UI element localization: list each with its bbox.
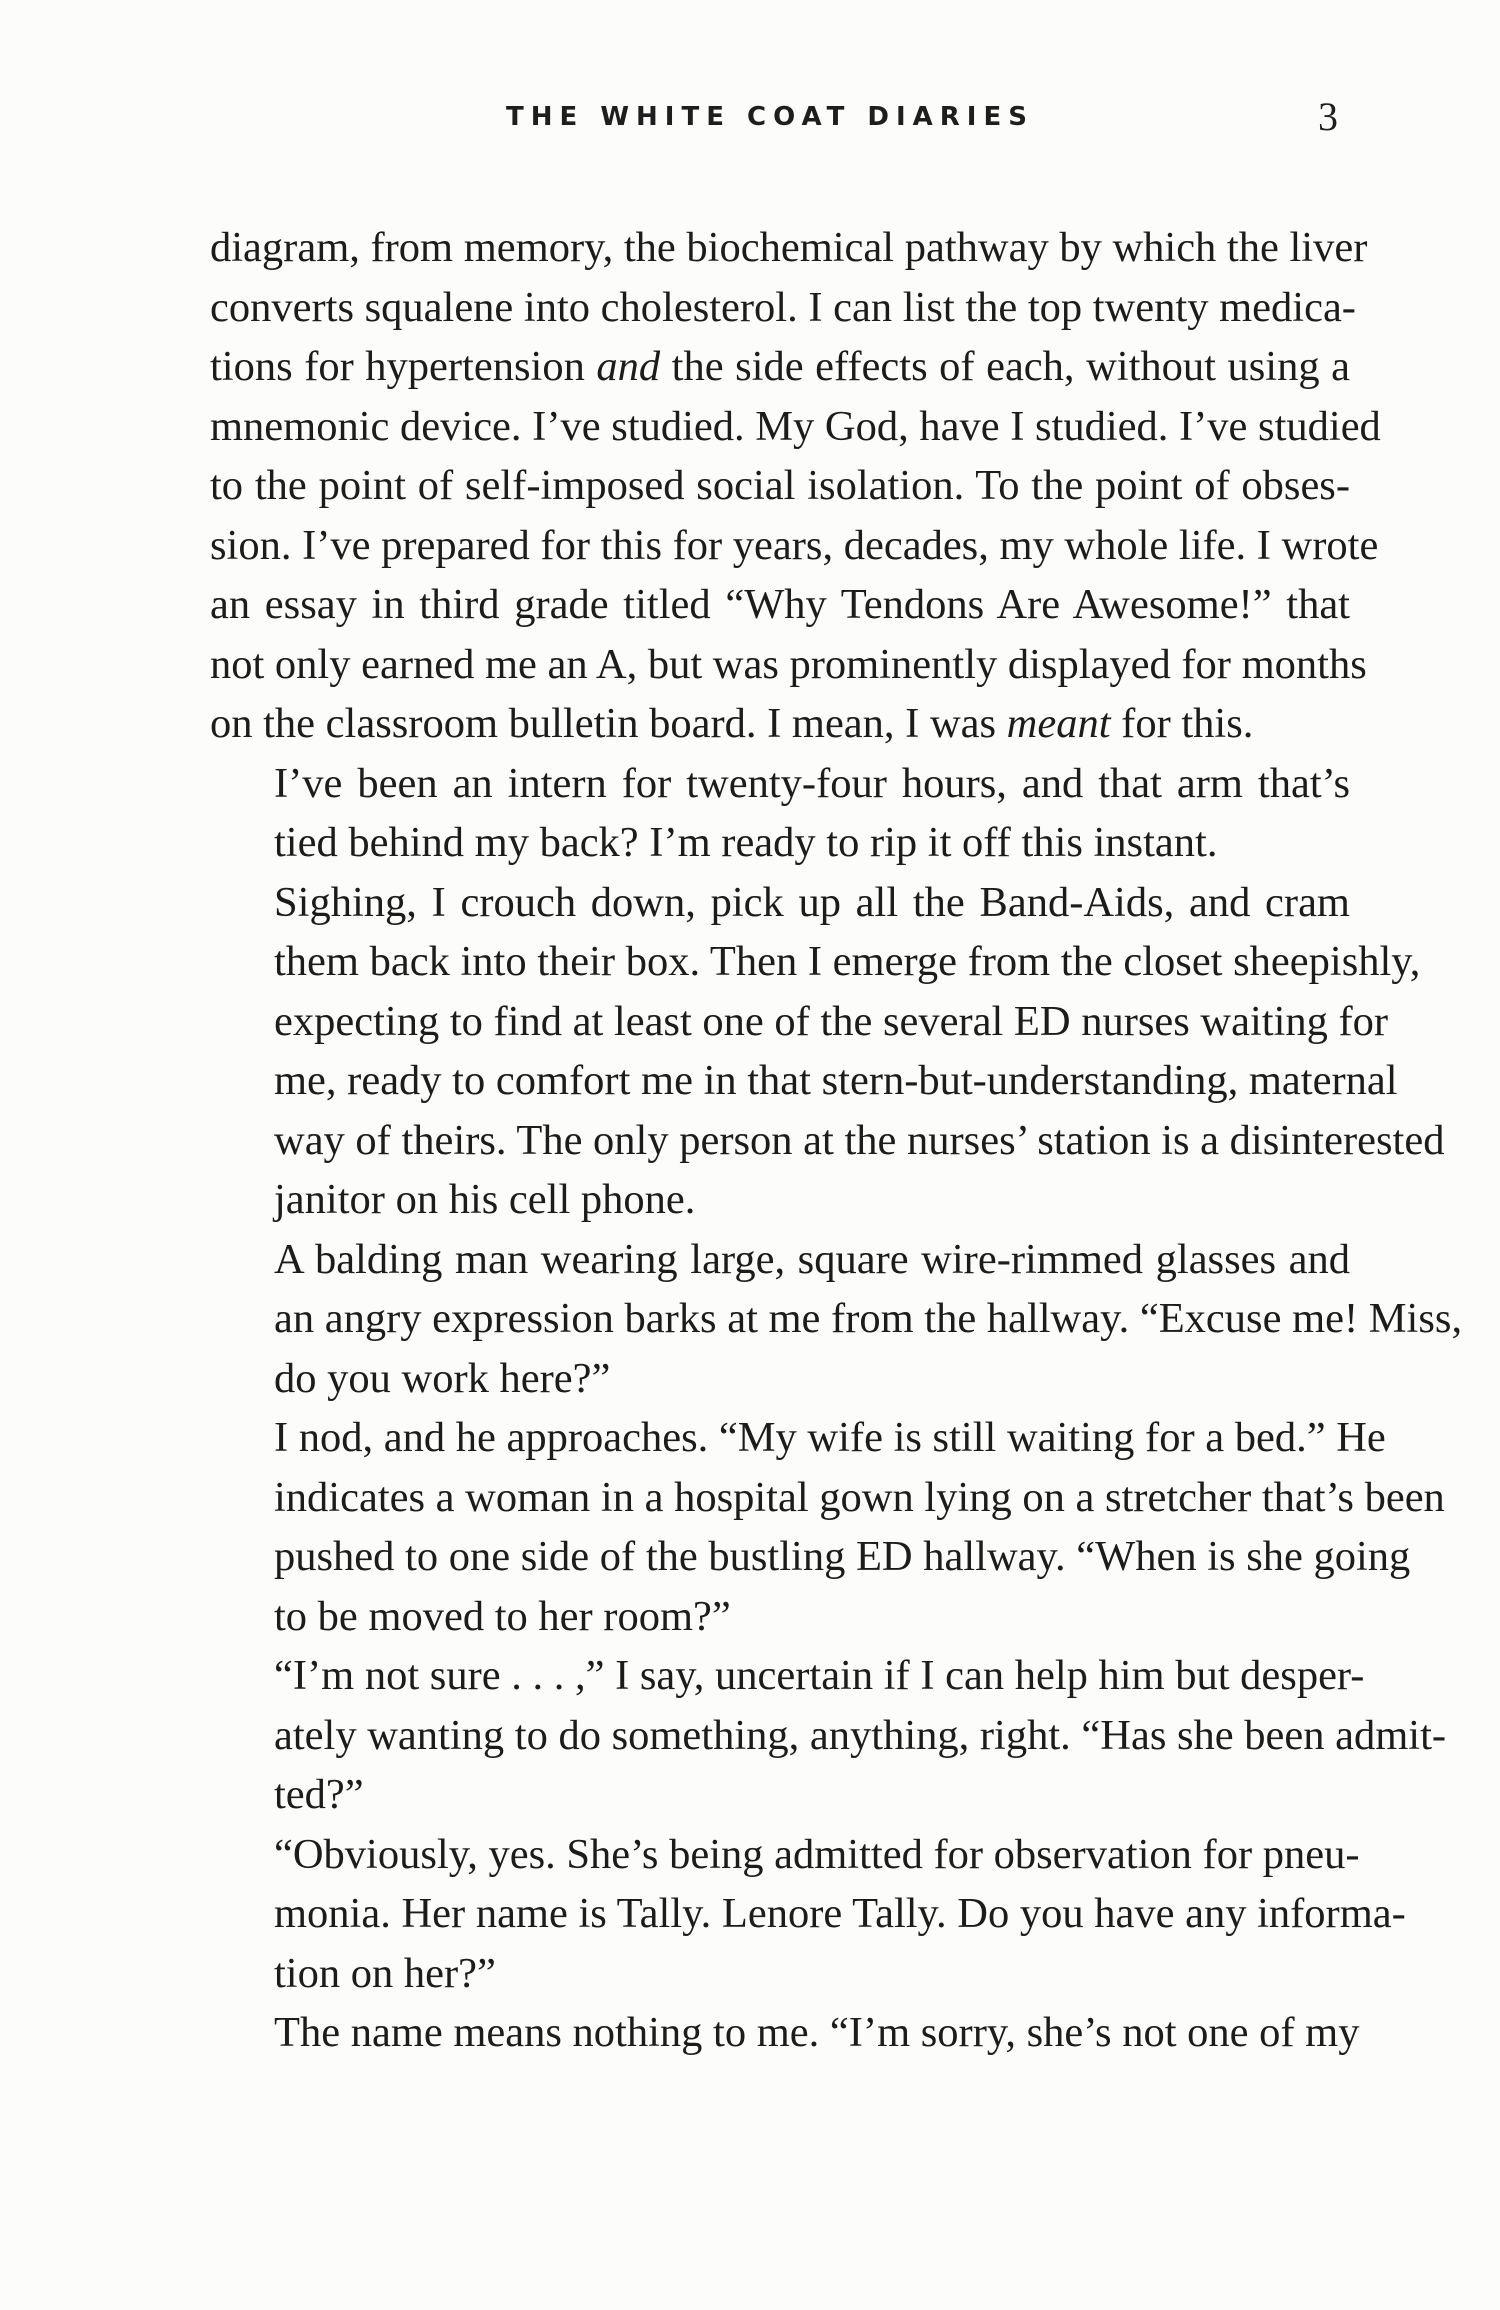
text-line: me, ready to comfort me in that stern-but-understanding, maternal	[274, 1057, 1398, 1104]
text-line: way of theirs. The only person at the nurses’ station is a disinterested	[274, 1116, 1445, 1164]
text-line: “Obviously, yes. She’s being admitted for observation for pneu-	[274, 1830, 1360, 1878]
running-title: THE WHITE COAT DIARIES	[506, 102, 1034, 132]
text-line: do you work here?”	[274, 1354, 611, 1402]
text-run: on the classroom bulletin board. I mean, I was	[210, 700, 1007, 747]
paragraph	[210, 873, 1445, 1230]
text-line: indicates a woman in a hospital gown lying on a stretcher that’s been	[274, 1473, 1445, 1521]
text-line: ately wanting to do something, anything, right. “Has she been admit-	[274, 1711, 1447, 1759]
paragraph	[210, 1230, 1463, 1409]
text-line	[210, 337, 1350, 397]
text-line: not only earned me an A, but was prominently displayed for months	[210, 640, 1367, 688]
page-number: 3	[1318, 94, 1338, 139]
text-line: to be moved to her room?”	[274, 1592, 731, 1640]
text-line: tion on her?”	[274, 1949, 496, 1997]
paragraph	[210, 2003, 1360, 2063]
text-line: sion. I’ve prepared for this for years, decades, my whole life. I wrote	[210, 521, 1379, 569]
body-text	[210, 218, 1463, 2063]
text-line	[210, 694, 1350, 754]
paragraph	[210, 1646, 1447, 1825]
text-line: A balding man wearing large, square wire-rimmed glasses and	[274, 1235, 1350, 1283]
text-line: I’ve been an intern for twenty-four hours, and that arm that’s	[274, 759, 1350, 807]
text-line: ted?”	[274, 1771, 364, 1818]
italic-emphasis: meant	[1006, 700, 1111, 747]
text-line: The name means nothing to me. “I’m sorry, she’s not one of my	[274, 2009, 1360, 2056]
paragraph	[210, 1408, 1445, 1646]
text-line: monia. Her name is Tally. Lenore Tally. Do you have any informa-	[274, 1890, 1406, 1937]
text-line: janitor on his cell phone.	[274, 1176, 696, 1223]
paragraph	[210, 218, 1381, 754]
text-line: Sighing, I crouch down, pick up all the Band-Aids, and cram	[274, 878, 1350, 926]
text-line: tied behind my back? I’m ready to rip it off this instant.	[274, 819, 1218, 866]
italic-emphasis: and	[596, 343, 661, 390]
text-line: an essay in third grade titled “Why Tendons Are Awesome!” that	[210, 581, 1350, 628]
text-line: mnemonic device. I’ve studied. My God, have I studied. I’ve studied	[210, 402, 1381, 450]
paragraph	[210, 754, 1350, 873]
text-line: them back into their box. Then I emerge from the closet sheepishly,	[274, 938, 1421, 985]
text-line: “I’m not sure . . . ,” I say, uncertain if I can help him but desper-	[274, 1652, 1365, 1699]
text-run: tions for hypertension	[210, 343, 597, 390]
text-line: pushed to one side of the bustling ED hallway. “When is she going	[274, 1533, 1411, 1580]
text-run: the side effects of each, without using a	[660, 343, 1350, 390]
paragraph	[210, 1825, 1406, 2004]
text-line: expecting to find at least one of the several ED nurses waiting for	[274, 997, 1389, 1045]
text-run: for this.	[1110, 700, 1254, 747]
text-line: converts squalene into cholesterol. I can list the top twenty medica-	[210, 283, 1356, 331]
text-line: diagram, from memory, the biochemical pathway by which the liver	[210, 224, 1368, 271]
text-line: to the point of self-imposed social isolation. To the point of obses-	[210, 462, 1350, 509]
text-line: an angry expression barks at me from the hallway. “Excuse me! Miss,	[274, 1295, 1463, 1342]
running-head	[210, 92, 1350, 142]
text-line: I nod, and he approaches. “My wife is still waiting for a bed.” He	[274, 1414, 1386, 1461]
